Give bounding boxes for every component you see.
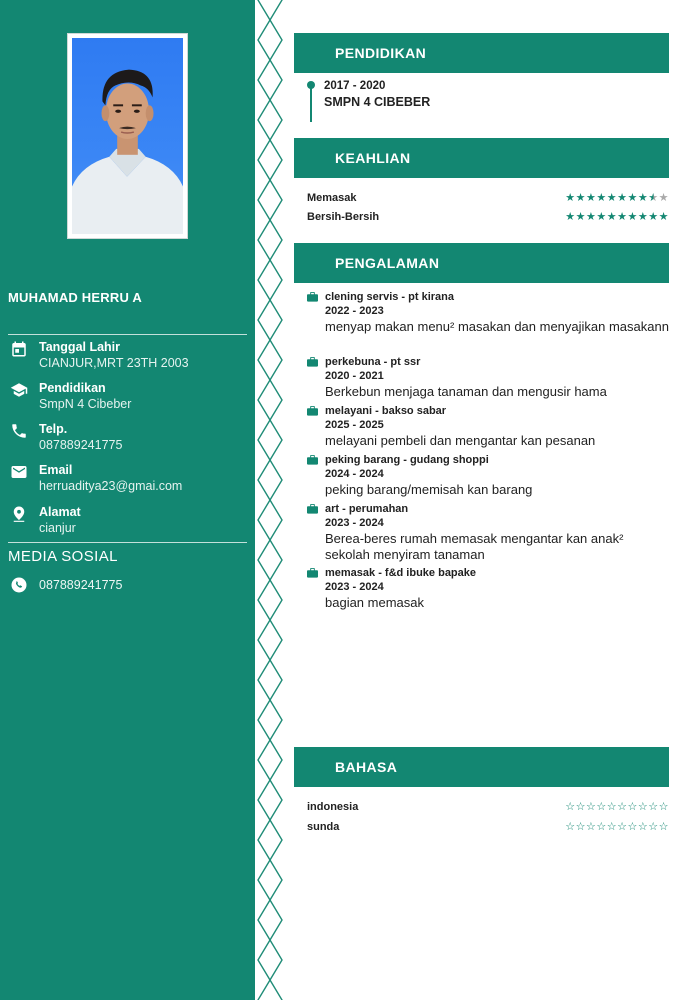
whatsapp-number: 087889241775 <box>39 578 123 592</box>
star-icon: ☆ <box>606 800 618 813</box>
diamond-shape <box>258 980 282 1000</box>
experience-period: 2022 - 2023 <box>325 305 384 317</box>
diamond-shape <box>258 740 282 780</box>
experience-description: Berkebun menjaga tanaman dan mengusir hama <box>325 384 607 399</box>
experience-title-row <box>307 290 669 304</box>
info-value: CIANJUR,MRT 23TH 2003 <box>39 356 189 370</box>
experience-title: clening servis - pt kirana <box>325 291 454 303</box>
experience-title: peking barang - gudang shoppi <box>325 454 489 466</box>
skill-row <box>307 210 669 223</box>
diamond-shape <box>258 940 282 980</box>
info-label: Tanggal Lahir <box>39 340 121 354</box>
star-icon: ★ <box>658 191 669 204</box>
diamond-shape <box>258 580 282 620</box>
language-row <box>307 800 669 813</box>
experience-item <box>307 290 669 335</box>
skill-row <box>307 191 669 204</box>
whatsapp-icon <box>8 575 30 595</box>
experience-period: 2023 - 2024 <box>325 581 384 593</box>
star-icon: ★ <box>648 191 659 204</box>
education-school: SMPN 4 CIBEBER <box>324 95 431 109</box>
star-icon: ★ <box>575 210 586 223</box>
star-icon: ★ <box>648 210 659 223</box>
graduation-cap-icon <box>8 381 30 401</box>
info-label: Alamat <box>39 505 81 519</box>
star-icon: ☆ <box>617 820 628 833</box>
skill-name: Bersih-Bersih <box>307 210 380 223</box>
info-value: SmpN 4 Cibeber <box>39 397 132 411</box>
diamond-shape <box>258 180 282 220</box>
experience-title: memasak - f&d ibuke bapake <box>325 567 477 579</box>
star-icon: ☆ <box>575 800 586 813</box>
star-icon: ★ <box>606 191 618 204</box>
diamond-shape <box>258 0 282 20</box>
profile-name: MUHAMAD HERRU A <box>8 290 142 305</box>
experience-title: art - perumahan <box>325 503 409 515</box>
experience-title: melayani - bakso sabar <box>325 405 447 417</box>
info-email <box>8 463 248 494</box>
diamond-shape <box>258 20 282 60</box>
diamond-shape <box>258 100 282 140</box>
phone-icon <box>8 422 30 442</box>
section-header-pendidikan: PENDIDIKAN <box>294 33 669 73</box>
experience-item <box>307 566 669 611</box>
experience-period: 2020 - 2021 <box>325 370 384 382</box>
experience-period: 2024 - 2024 <box>325 468 384 480</box>
location-pin-icon <box>8 505 30 525</box>
star-icon: ☆ <box>627 800 638 813</box>
star-icon: ☆ <box>637 800 649 813</box>
star-icon: ★ <box>575 191 586 204</box>
experience-item <box>307 404 669 449</box>
diamond-shape <box>258 140 282 180</box>
star-icon: ★ <box>658 210 669 223</box>
star-icon: ☆ <box>565 800 576 813</box>
info-education <box>8 381 248 412</box>
diamond-shape <box>258 420 282 460</box>
diamond-shape <box>258 260 282 300</box>
experience-title-row <box>307 355 669 369</box>
star-icon: ★ <box>596 191 607 204</box>
info-label: Pendidikan <box>39 381 106 395</box>
education-year: 2017 - 2020 <box>324 80 386 92</box>
briefcase-icon <box>307 455 318 465</box>
timeline-marker-icon <box>306 80 316 122</box>
star-icon: ★ <box>617 191 628 204</box>
skill-name: Memasak <box>307 191 357 204</box>
star-icon: ★ <box>606 210 618 223</box>
section-header-bahasa: BAHASA <box>294 747 669 787</box>
info-value: 087889241775 <box>39 438 123 452</box>
star-icon: ☆ <box>575 820 586 833</box>
calendar-icon <box>8 340 30 360</box>
star-icon: ★ <box>637 210 649 223</box>
experience-period: 2023 - 2024 <box>325 517 384 529</box>
media-sosial-title: MEDIA SOSIAL <box>8 548 118 565</box>
info-label: Telp. <box>39 422 68 436</box>
diamond-shape <box>258 540 282 580</box>
experience-item <box>307 355 669 400</box>
star-icon: ★ <box>617 210 628 223</box>
star-icon: ★ <box>627 191 638 204</box>
section-header-pengalaman: PENGALAMAN <box>294 243 669 283</box>
email-icon <box>8 463 30 483</box>
star-icon: ☆ <box>658 820 669 833</box>
diamond-shape <box>258 700 282 740</box>
language-row <box>307 820 669 833</box>
diamond-shape <box>258 860 282 900</box>
whatsapp-contact <box>8 575 122 595</box>
diamond-shape <box>258 220 282 260</box>
sidebar <box>0 0 255 1000</box>
star-icon: ☆ <box>565 820 576 833</box>
star-icon: ☆ <box>637 820 649 833</box>
diamond-shape <box>258 340 282 380</box>
diamond-shape <box>258 60 282 100</box>
experience-item <box>307 453 669 498</box>
diamond-shape <box>258 380 282 420</box>
experience-period: 2025 - 2025 <box>325 419 384 431</box>
star-icon: ★ <box>586 210 597 223</box>
info-birth <box>8 340 248 371</box>
star-icon: ☆ <box>596 800 607 813</box>
experience-title-row <box>307 404 669 418</box>
sidebar-divider <box>8 542 247 543</box>
language-rating-stars <box>565 800 669 813</box>
skill-rating-stars <box>565 191 669 204</box>
info-address <box>8 505 248 536</box>
info-value: cianjur <box>39 521 76 535</box>
experience-description: Berea-beres rumah memasak mengantar kan anak² sekolah menyiram tanaman <box>325 531 624 562</box>
star-icon: ☆ <box>658 800 669 813</box>
diamond-shape <box>258 660 282 700</box>
language-name: indonesia <box>307 800 359 813</box>
experience-item <box>307 502 669 562</box>
briefcase-icon <box>307 504 318 514</box>
star-icon: ☆ <box>606 820 618 833</box>
experience-title-row <box>307 502 669 516</box>
experience-description: menyap makan menu² masakan dan menyajikan masakann <box>325 319 669 334</box>
diamond-shape <box>258 900 282 940</box>
star-icon: ★ <box>596 210 607 223</box>
briefcase-icon <box>307 568 318 578</box>
profile-photo-frame <box>67 33 188 239</box>
info-phone <box>8 422 248 453</box>
star-icon: ☆ <box>596 820 607 833</box>
star-icon: ☆ <box>648 800 659 813</box>
star-icon: ★ <box>565 210 576 223</box>
experience-description: peking barang/memisah kan barang <box>325 482 533 497</box>
briefcase-icon <box>307 292 318 302</box>
experience-description: melayani pembeli dan mengantar kan pesanan <box>325 433 596 448</box>
experience-title-row <box>307 453 669 467</box>
experience-title: perkebuna - pt ssr <box>325 356 421 368</box>
info-label: Email <box>39 463 73 477</box>
experience-description: bagian memasak <box>325 595 424 610</box>
diamond-shape <box>258 780 282 820</box>
diamond-shape <box>258 500 282 540</box>
star-icon: ☆ <box>648 820 659 833</box>
star-icon: ☆ <box>586 800 597 813</box>
profile-photo <box>72 38 183 234</box>
diamond-shape <box>258 620 282 660</box>
skill-rating-stars <box>565 210 669 223</box>
experience-title-row <box>307 566 669 580</box>
briefcase-icon <box>307 357 318 367</box>
briefcase-icon <box>307 406 318 416</box>
star-icon: ★ <box>565 191 576 204</box>
language-name: sunda <box>307 820 340 833</box>
star-icon: ☆ <box>617 800 628 813</box>
section-header-keahlian: KEAHLIAN <box>294 138 669 178</box>
star-icon: ☆ <box>586 820 597 833</box>
diamond-shape <box>258 820 282 860</box>
star-icon: ★ <box>637 191 649 204</box>
info-value: herruaditya23@gmai.com <box>39 479 183 493</box>
sidebar-divider <box>8 334 247 335</box>
diamond-shape <box>258 300 282 340</box>
star-icon: ★ <box>627 210 638 223</box>
star-icon: ☆ <box>627 820 638 833</box>
diamond-pattern-divider <box>255 0 285 1000</box>
star-icon: ★ <box>586 191 597 204</box>
language-rating-stars <box>565 820 669 833</box>
diamond-shape <box>258 460 282 500</box>
